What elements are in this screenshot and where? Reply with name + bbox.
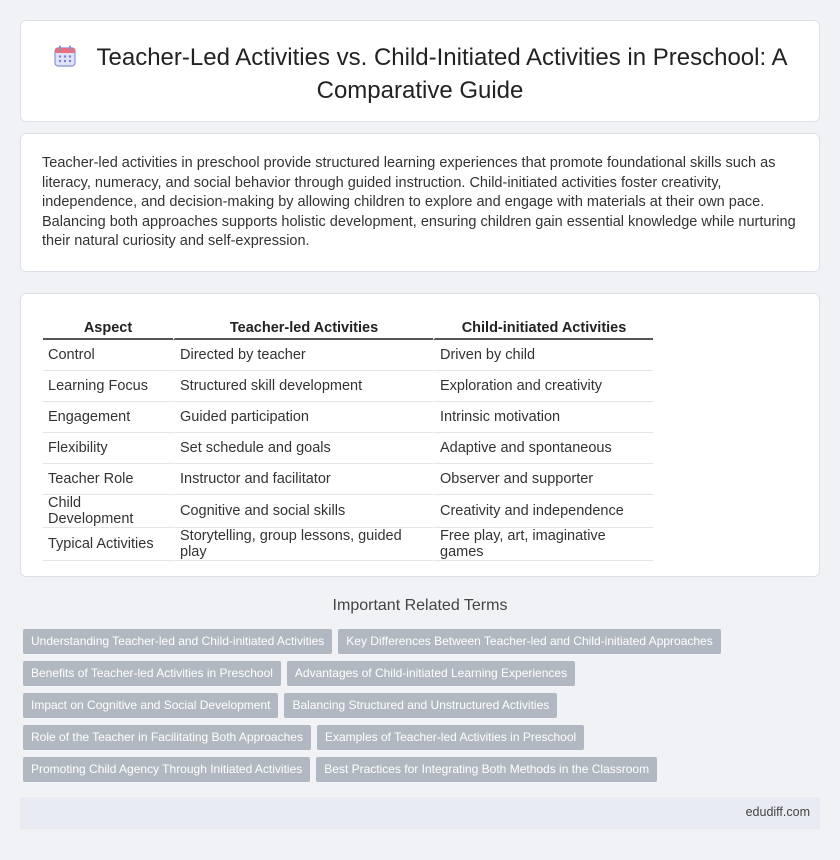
cell-child-initiated: Observer and supporter xyxy=(433,464,653,495)
cell-aspect: Learning Focus xyxy=(43,371,173,402)
term-tag[interactable]: Promoting Child Agency Through Initiated Activities xyxy=(23,757,310,782)
header-child-initiated: Child-initiated Activities xyxy=(433,315,653,340)
cell-aspect: Typical Activities xyxy=(43,528,173,561)
cell-child-initiated: Free play, art, imaginative games xyxy=(433,528,653,561)
term-tag[interactable]: Advantages of Child-initiated Learning Experiences xyxy=(287,661,575,686)
cell-child-initiated: Intrinsic motivation xyxy=(433,402,653,433)
cell-aspect: Teacher Role xyxy=(43,464,173,495)
table-header-row xyxy=(43,315,653,340)
footer-site-link[interactable]: edudiff.com xyxy=(745,805,810,819)
term-tag[interactable]: Examples of Teacher-led Activities in Preschool xyxy=(317,725,584,750)
term-tag[interactable]: Best Practices for Integrating Both Methods in the Classroom xyxy=(316,757,657,782)
related-terms-list xyxy=(23,629,823,789)
cell-aspect: Flexibility xyxy=(43,433,173,464)
page-title: Teacher-Led Activities vs. Child-Initiated Activities in Preschool: A Comparative Guide xyxy=(96,44,788,104)
table-row xyxy=(43,433,653,464)
cell-aspect: Child Development xyxy=(43,495,173,528)
term-tag[interactable]: Role of the Teacher in Facilitating Both Approaches xyxy=(23,725,311,750)
cell-teacher-led: Structured skill development xyxy=(173,371,433,402)
page-title-wrap xyxy=(21,43,819,106)
intro-card xyxy=(20,133,820,272)
table-row xyxy=(43,402,653,433)
cell-teacher-led: Cognitive and social skills xyxy=(173,495,433,528)
cell-child-initiated: Creativity and independence xyxy=(433,495,653,528)
comparison-card xyxy=(20,293,820,577)
term-tag[interactable]: Benefits of Teacher-led Activities in Preschool xyxy=(23,661,281,686)
cell-teacher-led: Directed by teacher xyxy=(173,340,433,371)
calendar-icon xyxy=(53,44,77,76)
table-row xyxy=(43,495,653,528)
table-row xyxy=(43,340,653,371)
cell-child-initiated: Exploration and creativity xyxy=(433,371,653,402)
cell-child-initiated: Driven by child xyxy=(433,340,653,371)
term-tag[interactable]: Understanding Teacher-led and Child-initiated Activities xyxy=(23,629,332,654)
cell-teacher-led: Guided participation xyxy=(173,402,433,433)
header-aspect: Aspect xyxy=(43,315,173,340)
intro-paragraph: Teacher-led activities in preschool provide structured learning experiences that promote foundational skills such as literacy, numeracy, and social behavior through guided instruction. Child-initiated activities foster creativity, independence, and decision-making by allowing children to explore and engage with materials at their own pace. Balancing both approaches supports holistic development, ensuring children gain essential knowledge while nurturing their natural curiosity and self-expression. xyxy=(42,155,796,249)
cell-teacher-led: Instructor and facilitator xyxy=(173,464,433,495)
term-tag[interactable]: Key Differences Between Teacher-led and Child-initiated Approaches xyxy=(338,629,720,654)
related-terms-title: Important Related Terms xyxy=(332,597,508,614)
term-tag[interactable]: Impact on Cognitive and Social Development xyxy=(23,693,278,718)
header-teacher-led: Teacher-led Activities xyxy=(173,315,433,340)
table-row xyxy=(43,371,653,402)
table-row xyxy=(43,464,653,495)
cell-teacher-led: Set schedule and goals xyxy=(173,433,433,464)
term-tag[interactable]: Balancing Structured and Unstructured Activities xyxy=(284,693,557,718)
cell-child-initiated: Adaptive and spontaneous xyxy=(433,433,653,464)
cell-teacher-led: Storytelling, group lessons, guided play xyxy=(173,528,433,561)
cell-aspect: Engagement xyxy=(43,402,173,433)
table-row xyxy=(43,528,653,561)
header-card xyxy=(20,20,820,122)
footer-bar xyxy=(20,797,820,829)
comparison-table xyxy=(43,315,653,561)
cell-aspect: Control xyxy=(43,340,173,371)
